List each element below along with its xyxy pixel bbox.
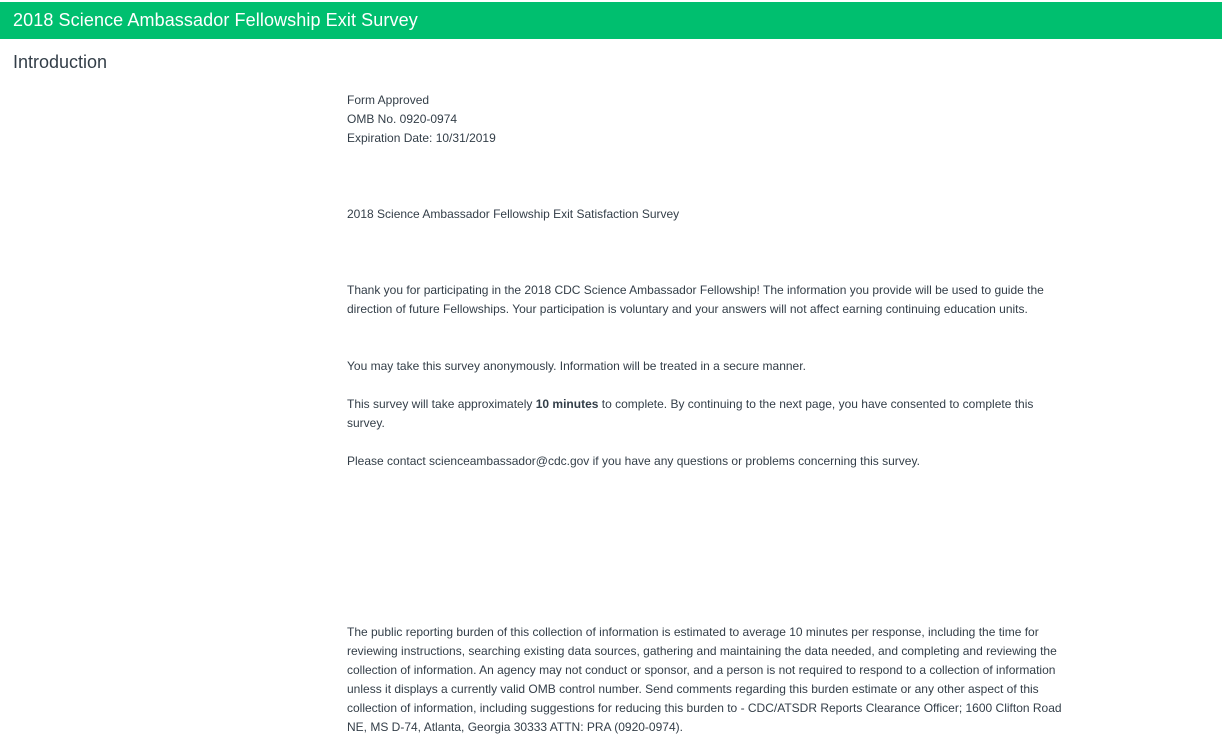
form-approved-text: Form Approved [347, 93, 430, 107]
thanks-paragraph: Thank you for participating in the 2018 CDC Science Ambassador Fellowship! The information you provide will be used to guide the direction of future Fellowships. Your participation is voluntary and your answers will not affect earning continuing education units. [347, 283, 1044, 316]
expiration-date-text: Expiration Date: 10/31/2019 [347, 131, 496, 145]
duration-bold: 10 minutes [535, 397, 599, 411]
duration-paragraph [347, 395, 1067, 433]
page-title: Introduction [13, 52, 108, 72]
survey-subtitle: 2018 Science Ambassador Fellowship Exit Satisfaction Survey [347, 207, 680, 221]
duration-suffix: to complete. By continuing to the next page, you have consented to complete this survey. [347, 397, 1034, 430]
survey-title: 2018 Science Ambassador Fellowship Exit Survey [13, 10, 418, 30]
omb-number-text: OMB No. 0920-0974 [347, 112, 458, 126]
anonymous-paragraph: You may take this survey anonymously. Information will be treated in a secure manner. [347, 359, 806, 373]
contact-paragraph: Please contact scienceambassador@cdc.gov if you have any questions or problems concerning this survey. [347, 454, 920, 468]
form-approval-block [347, 91, 1067, 148]
duration-prefix: This survey will take approximately [347, 397, 536, 411]
survey-title-bar [0, 2, 1222, 39]
burden-statement: The public reporting burden of this collection of information is estimated to average 10 minutes per response, including the time for reviewing instructions, searching existing data sources, gathering and maintaining the data needed, and completing and reviewing the collection of information. An agency may not conduct or sponsor, and a person is not required to respond to a collection of information unless it displays a currently valid OMB control number. Send comments regarding this burden estimate or any other aspect of this collection of information, including suggestions for reducing this burden to - CDC/ATSDR Reports Clearance Officer; 1600 Clifton Road NE, MS D-74, Atlanta, Georgia 30333 ATTN: PRA (0920-0974). [347, 625, 1062, 734]
